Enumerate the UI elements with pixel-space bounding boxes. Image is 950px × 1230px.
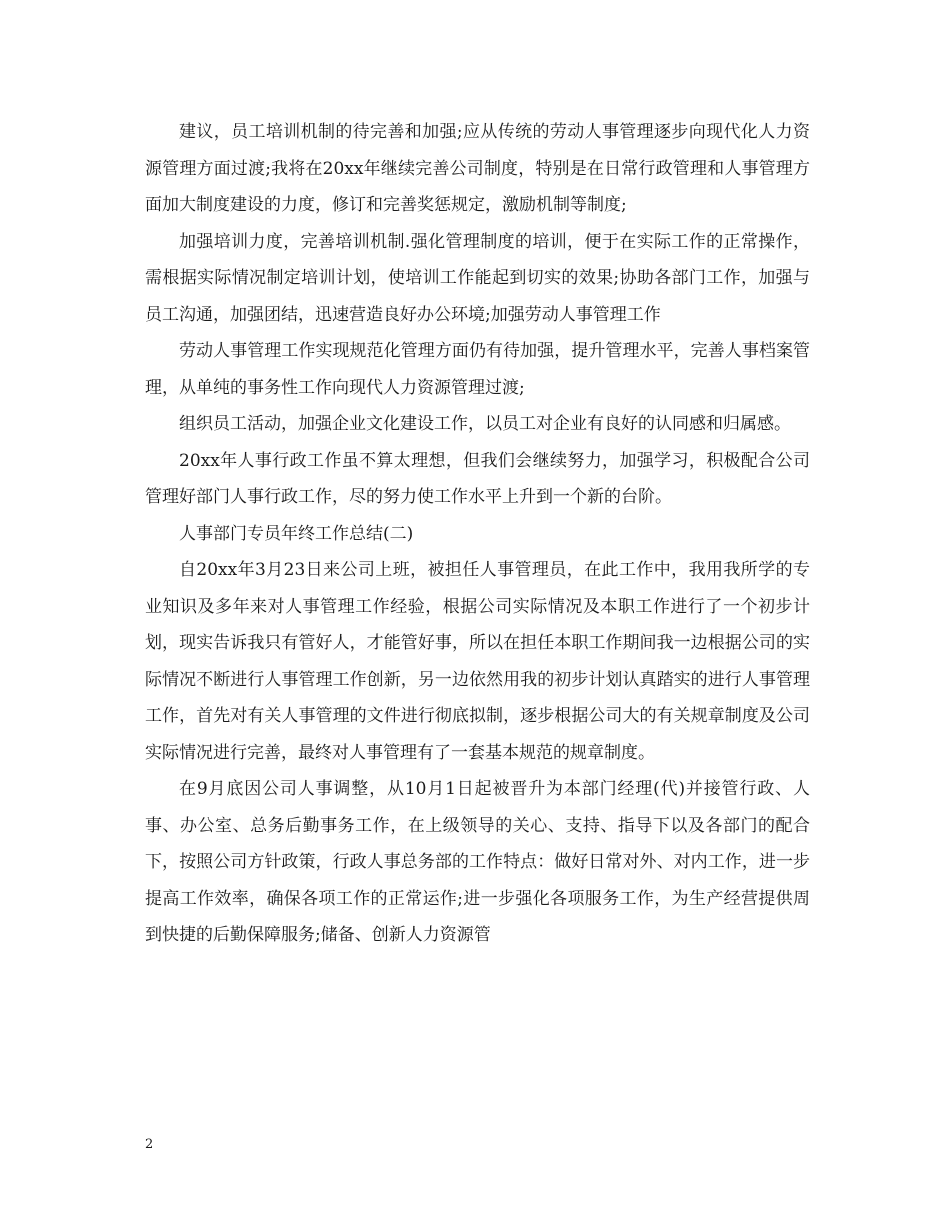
paragraph-strengthen-training: 加强培训力度，完善培训机制.强化管理制度的培训，便于在实际工作的正常操作，需根据实际情况制定培训计划，使培训工作能起到切实的效果;协助各部门工作，加强与员工沟通，加强团结，迅速营造良好办公环境;加强劳动人事管理工作 (145, 231, 810, 325)
paragraph-promotion: 在9月底因公司人事调整，从10月1日起被晋升为本部门经理(代)并接管行政、人事、办公室、总务后勤事务工作，在上级领导的关心、支持、指导下以及各部门的配合下，按照公司方针政策，行政人事总务部的工作特点：做好日常对外、对内工作，进一步提高工作效率，确保各项工作的正常运作;进一步强化各项服务工作，为生产经营提供周到快捷的后勤保障服务;储备、创新人力资源管 (145, 779, 810, 945)
paragraph-year-summary: 20xx年人事行政工作虽不算太理想，但我们会继续努力，加强学习，积极配合公司管理好部门人事行政工作，尽的努力使工作水平上升到一个新的台阶。 (145, 450, 810, 507)
paragraph-since-joining: 自20xx年3月23日来公司上班，被担任人事管理员，在此工作中，我用我所学的专业知识及多年来对人事管理工作经验，根据公司实际情况及本职工作进行了一个初步计划，现实告诉我只有管好人，才能管好事，所以在担任本职工作期间我一边根据公司的实际情况不断进行人事管理工作创新，另一边依然用我的初步计划认真踏实的进行人事管理工作，首先对有关人事管理的文件进行彻底拟制，逐步根据公司大的有关规章制度及公司实际情况进行完善，最终对人事管理有了一套基本规范的规章制度。 (145, 560, 810, 763)
page-number: 2 (145, 1137, 154, 1152)
paragraph-training-mechanism: 建议，员工培训机制的待完善和加强;应从传统的劳动人事管理逐步向现代化人力资源管理方面过渡;我将在20xx年继续完善公司制度，特别是在日常行政管理和人事管理方面加大制度建设的力度，修订和完善奖惩规定，激励机制等制度; (145, 122, 810, 215)
paragraph-labor-management: 劳动人事管理工作实现规范化管理方面仍有待加强，提升管理水平，完善人事档案管理，从单纯的事务性工作向现代人力资源管理过渡; (145, 341, 810, 398)
paragraph-employee-activities: 组织员工活动，加强企业文化建设工作，以员工对企业有良好的认同感和归属感。 (179, 414, 791, 434)
document-body (145, 114, 810, 954)
section-heading: 人事部门专员年终工作总结(二) (179, 523, 414, 544)
